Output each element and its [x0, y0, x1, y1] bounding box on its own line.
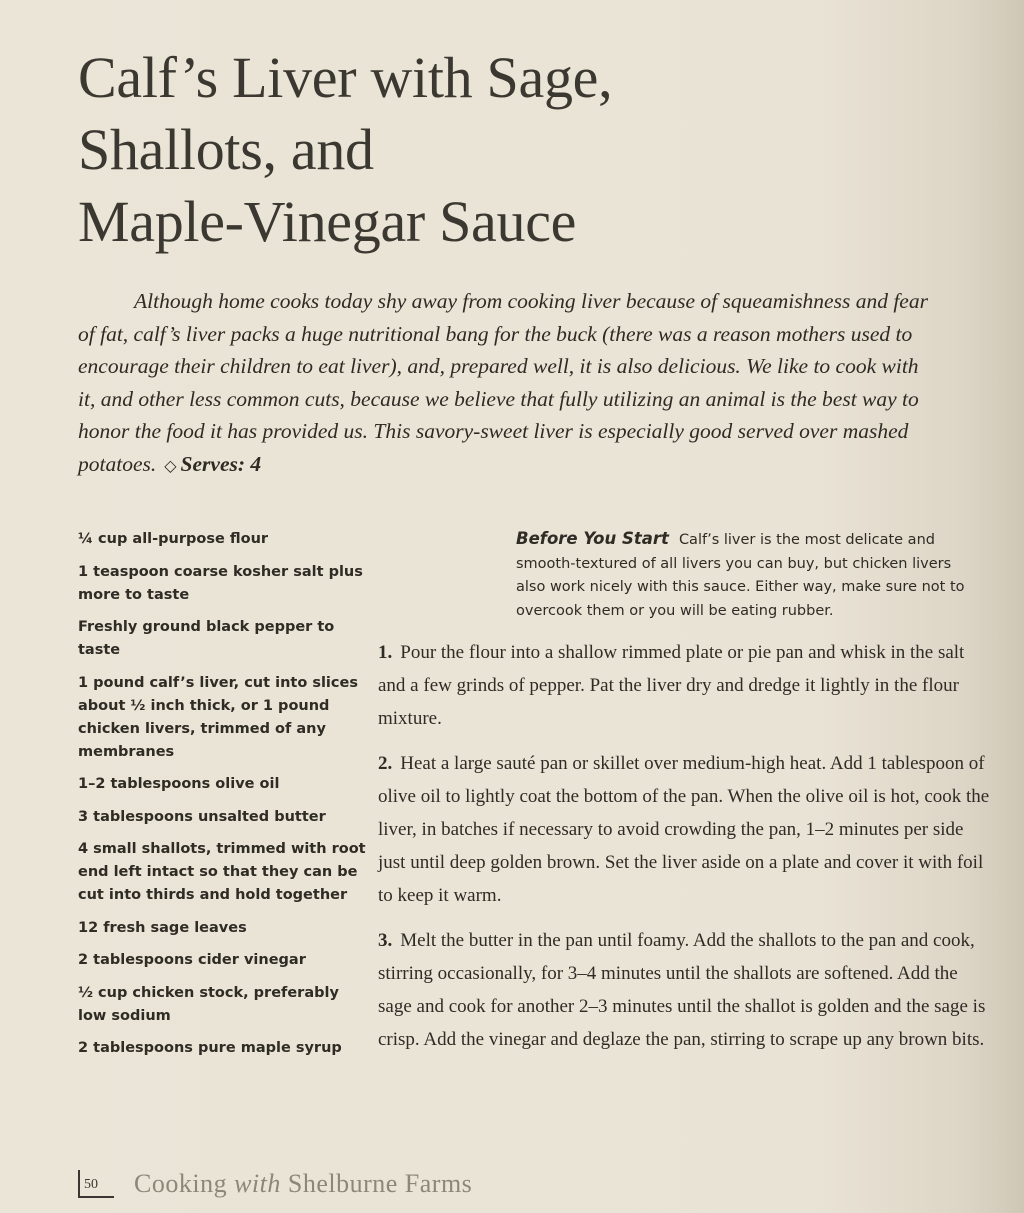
recipe-title-line: Maple-Vinegar Sauce: [78, 189, 577, 254]
running-book-title: [134, 1168, 472, 1200]
ingredient-item: 2 tablespoons cider vinegar: [78, 952, 306, 968]
step-item: [378, 636, 990, 735]
step-text: Pour the flour into a shallow rimmed plate or pie pan and whisk in the salt and a few grinds of pepper. Pat the liver dry and dredge it lightly in the flour mixture.: [378, 642, 965, 729]
ingredient-item: 3 tablespoons unsalted butter: [78, 808, 326, 825]
ingredient-item: 4 small shallots, trimmed with root end left intact so that they can be cut into thirds and hold together: [78, 841, 366, 903]
ingredient-list: [78, 528, 368, 1070]
before-you-start-label: Before You Start: [516, 529, 669, 548]
step-number: 2.: [378, 753, 393, 774]
intro-text: Although home cooks today shy away from cooking liver because of squeamishness and fear of fat, calf’s liver packs a huge nutritional bang for the buck (there was a reason mothers used to encourage their children to eat liver), and, prepared well, it is also delicious. We like to cook with it, and other less common cuts, because we believe that fully utilizing an animal is the best way to honor the food it has provided us. This savory-sweet liver is especially good served over mashed potatoes.: [78, 289, 928, 476]
step-text: Heat a large sauté pan or skillet over medium-high heat. Add 1 tablespoon of olive oil to lightly coat the bottom of the pan. When the olive oil is hot, cook the liver, in batches if necessary to avoid crowding the pan, 1–2 minutes per side just until deep golden brown. Set the liver aside on a plate and cover it with foil to keep it warm.: [378, 753, 990, 906]
ingredient-item: 12 fresh sage leaves: [78, 919, 247, 936]
ingredient-item: 1 pound calf’s liver, cut into slices about ½ inch thick, or 1 pound chicken livers, trimmed of any membranes: [78, 674, 358, 760]
recipe-intro: [78, 285, 928, 483]
ingredient-item: ¼ cup all-purpose flour: [78, 531, 269, 547]
book-title-end: Shelburne Farms: [280, 1169, 473, 1198]
diamond-icon: ◇: [164, 457, 177, 475]
book-title-mid: with: [234, 1169, 281, 1198]
book-title-start: Cooking: [134, 1169, 235, 1198]
page-number: 50: [78, 1170, 114, 1198]
ingredient-item: 2 tablespoons pure maple syrup: [78, 1040, 342, 1056]
step-item: [378, 924, 990, 1056]
ingredient-item: 1–2 tablespoons olive oil: [78, 776, 280, 792]
recipe-title: [78, 42, 798, 258]
recipe-title-line: Shallots, and: [78, 117, 374, 182]
ingredient-item: 1 teaspoon coarse kosher salt plus more to taste: [78, 563, 363, 603]
before-you-start: [516, 527, 976, 623]
step-number: 3.: [378, 930, 393, 951]
recipe-title-line: Calf’s Liver with Sage,: [78, 45, 613, 110]
ingredient-item: Freshly ground black pepper to taste: [78, 619, 335, 658]
before-you-start-text: Calf’s liver is the most delicate and smooth-textured of all livers you can buy, but chicken livers also work nicely with this sauce. Either way, make sure not to overcook them or you will be eating rubber.: [516, 532, 965, 619]
step-text: Melt the butter in the pan until foamy. Add the shallots to the pan and cook, stirring occasionally, for 3–4 minutes until the shallots are softened. Add the sage and cook for another 2–3 minutes until the shallot is golden and the sage is crisp. Add the vinegar and deglaze the pan, stirring to scrape up any brown bits.: [378, 930, 986, 1050]
ingredient-item: ½ cup chicken stock, preferably low sodium: [78, 984, 339, 1024]
serves-count: Serves: 4: [180, 451, 262, 476]
step-number: 1.: [378, 642, 393, 663]
step-list: [378, 636, 990, 1068]
step-item: [378, 747, 990, 912]
